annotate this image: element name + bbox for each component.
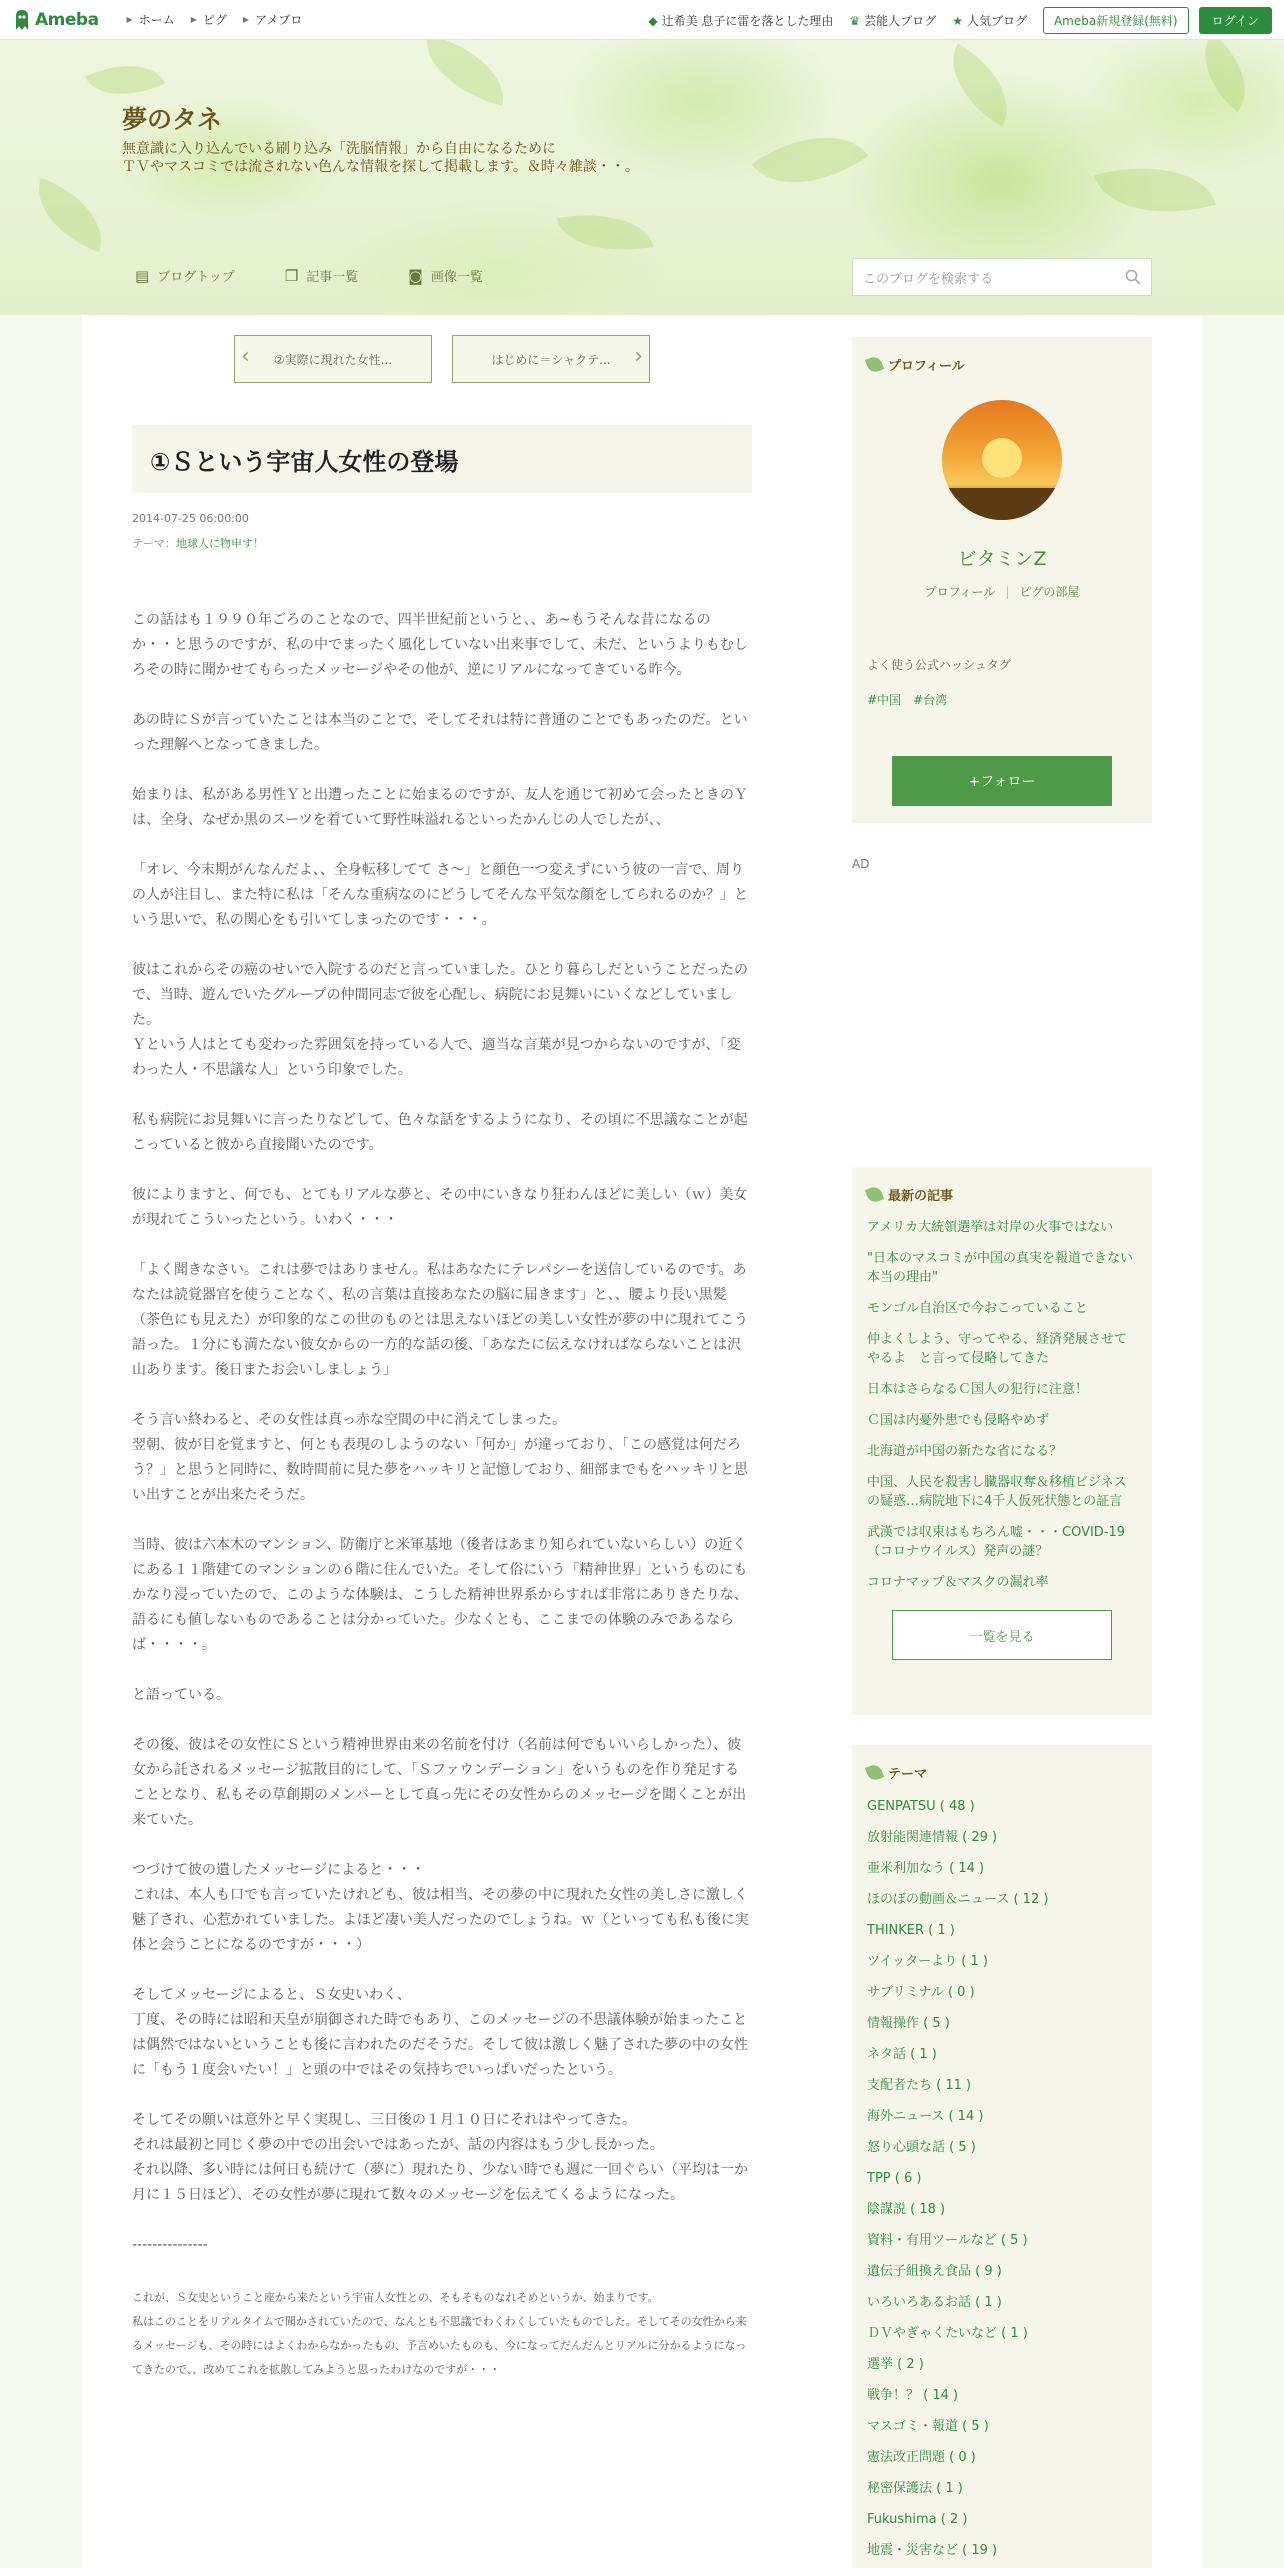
- topnav-pigg[interactable]: [191, 11, 227, 28]
- entry-theme-link[interactable]: 地球人に物申す！: [176, 537, 264, 550]
- celebrity-blog-link[interactable]: [849, 12, 936, 29]
- camera-icon: ◙: [408, 266, 423, 285]
- recent-entry-link[interactable]: 北海道が中国の新たな省になる？: [867, 1444, 1063, 1459]
- profile-link[interactable]: プロフィール: [924, 585, 996, 599]
- theme-box: [852, 1745, 1152, 2568]
- copy-icon: ❐: [284, 266, 299, 285]
- entry-paragraph: 彼はこれからその癌のせいで入院するのだと言っていました。ひとり暮らしだということだったので、当時、遊んでいたグループの仲間同志で彼を心配し、病院にお見舞いにいくなどしていました。 Ｙという人はとても変わった雰囲気を持っている人で、適当な言葉が見つからないのですが、「変わった人・不思議な人」という印象でした。: [132, 962, 748, 1078]
- recent-entry-link[interactable]: "日本のマスコミが中国の真実を報道できない本当の理由": [867, 1251, 1133, 1285]
- topic-link[interactable]: [648, 12, 833, 29]
- blog-description: [122, 140, 822, 176]
- profile-links: [867, 583, 1137, 600]
- theme-link[interactable]: 選挙 ( 2 ): [867, 2357, 924, 2372]
- ameba-logo-text: Ameba: [35, 9, 99, 30]
- topnav-ameblo[interactable]: [243, 11, 302, 28]
- triangle-right-icon: ▶: [190, 15, 197, 24]
- recent-entry-link[interactable]: アメリカ大統領選挙は対岸の火事ではない: [867, 1220, 1114, 1235]
- entry-paragraph: その後、彼はその女性にＳという精神世界由来の名前を付け（名前は何でもいいらしかった）、彼女から託されるメッセージ拡散目的にして、「Ｓファウンデーション」をいうものを作り発足することとなり、私もその草創期のメンバーとして真っ先にその女性からのメッセージを聞くことが出来ていた。: [132, 1737, 747, 1828]
- global-topbar: [0, 0, 1284, 40]
- leaf-decoration: [1184, 40, 1267, 112]
- leaf-decoration: [415, 40, 515, 106]
- popular-blog-label: 人気ブログ: [966, 14, 1027, 28]
- triangle-right-icon: ▶: [126, 15, 133, 24]
- ad-label: AD: [852, 857, 870, 871]
- theme-link[interactable]: 情報操作 ( 5 ): [867, 2016, 950, 2031]
- view-all-button[interactable]: 一覧を見る: [892, 1610, 1112, 1660]
- leaf-decoration: [1094, 147, 1216, 233]
- blog-description-line: 無意識に入り込んでいる刷り込み「洗脳情報」から自由になるために: [122, 141, 556, 157]
- topnav-home-label: ホーム: [138, 13, 175, 27]
- separator: |: [1005, 585, 1010, 599]
- profile-name[interactable]: ビタミンZ: [957, 548, 1047, 570]
- crown-icon: ♛: [849, 13, 861, 28]
- theme-link[interactable]: ＤＶやぎゃくたいなど ( 1 ): [867, 2326, 1028, 2341]
- entry-paragraph: 始まりは、私がある男性Ｙと出遭ったことに始まるのですが、友人を通じて初めて会ったときのＹは、全身、なぜか黒のスーツを着ていて野性味溢れるといったかんじの人でしたが、、: [132, 787, 748, 828]
- blog-nav: [135, 266, 533, 285]
- theme-heading-label: テーマ: [888, 1767, 928, 1782]
- theme-link[interactable]: 怒り心頭な話 ( 5 ): [867, 2140, 976, 2155]
- sun-shape: [982, 438, 1022, 478]
- theme-link[interactable]: GENPATSU ( 48 ): [867, 1799, 975, 1814]
- hashtag-link[interactable]: #中国: [867, 693, 902, 707]
- leaf-decoration: [24, 178, 116, 252]
- topnav-ameblo-label: アメブロ: [255, 13, 303, 27]
- nav-entry-list-label: 記事一覧: [306, 270, 359, 285]
- recent-heading: [867, 1185, 1137, 1204]
- theme-link[interactable]: ネタ話 ( 1 ): [867, 2047, 937, 2062]
- popular-blog-link[interactable]: [952, 12, 1027, 29]
- theme-link[interactable]: 戦争！？ ( 14 ): [867, 2388, 959, 2403]
- entry-paragraph: 「よく聞きなさい。これは夢ではありません。私はあなたにテレパシーを送信しているのです。あなたは読覚器官を使うことなく、私の言葉は直接あなたの脳に届きます」と、、腰より長い黒髪（茶色にも見えた）が印象的なこの世のものとは思えないほどの美しい女性が夢の中に現れてこう語った。１分にも満たない彼女からの一方的な話の後、「あなたに伝えなければならないことは沢山あります。後日またお会いしましょう」: [132, 1262, 748, 1378]
- prev-entry-link[interactable]: [234, 335, 432, 383]
- topnav-pigg-label: ピグ: [202, 13, 227, 27]
- theme-link[interactable]: 亜米利加なう ( 14 ): [867, 1861, 985, 1876]
- entry-paragraph: そう言い終わると、その女性は真っ赤な空間の中に消えてしまった。 翌朝、彼が目を覚ますと、何とも表現のしようのない「何か」が違っており、「この感覚は何だろう？」と思うと同時に、数時間前に見た夢をハッキリと記憶しており、細部までもをハッキリと思い出すことが出来たそうだ。: [132, 1412, 748, 1503]
- diamond-icon: ◆: [648, 13, 658, 28]
- ameba-logo[interactable]: [12, 8, 99, 32]
- recent-entry-link[interactable]: 日本はさらなるＣ国人の犯行に注意！: [867, 1382, 1089, 1397]
- entry-body: [132, 608, 752, 2382]
- recent-list: [867, 1218, 1137, 1592]
- entry-title[interactable]: ①Ｓという宇宙人女性の登場: [150, 447, 459, 476]
- leaf-icon: [865, 1185, 884, 1204]
- topnav-home[interactable]: [127, 11, 175, 28]
- ground-shape: [942, 488, 1062, 520]
- theme-link[interactable]: Fukushima ( 2 ): [867, 2512, 968, 2527]
- entry-title-box: [132, 425, 752, 493]
- leaf-decoration: [557, 203, 653, 263]
- theme-heading: [867, 1763, 1137, 1782]
- nav-blog-top-label: ブログトップ: [157, 270, 235, 285]
- document-icon: ▤: [135, 266, 150, 285]
- theme-link[interactable]: 憲法改正問題 ( 0 ): [867, 2450, 976, 2465]
- theme-link[interactable]: TPP ( 6 ): [867, 2171, 922, 2186]
- recent-entry-link[interactable]: 仲よくしよう、守ってやる、経済発展させてやるよ と言って侵略してきた: [867, 1332, 1128, 1366]
- theme-link[interactable]: 海外ニュース ( 14 ): [867, 2109, 984, 2124]
- recent-heading-label: 最新の記事: [888, 1189, 954, 1204]
- profile-heading-label: プロフィール: [888, 359, 965, 374]
- recent-entry-link[interactable]: モンゴル自治区で今おこっていること: [867, 1301, 1088, 1316]
- hashtag-list: [867, 691, 1137, 708]
- chevron-right-icon: ›: [634, 344, 643, 369]
- theme-link[interactable]: 秘密保護法 ( 1 ): [867, 2481, 963, 2496]
- theme-list: [867, 1798, 1137, 2560]
- register-button[interactable]: Ameba新規登録(無料): [1043, 7, 1189, 34]
- profile-heading: [867, 355, 1137, 374]
- avatar[interactable]: [942, 400, 1062, 520]
- hashtag-title: よく使う公式ハッシュタグ: [867, 658, 1011, 672]
- prev-entry-label: ②実際に現れた女性...: [273, 352, 393, 367]
- theme-link[interactable]: 地震・災害など ( 19 ): [867, 2543, 998, 2558]
- theme-link[interactable]: THINKER ( 1 ): [867, 1923, 955, 1938]
- content-wrapper: [82, 315, 1202, 2568]
- entry-note: 私はこのことをリアルタイムで聞かされていたので、なんとも不思議でわくわくしていたものでした。そしてその女性から来るメッセージも、その時にはよくわからなかったもの、予言めいたものも、今になってだんだんとリアルに分かるようになってきたので、、改めてこれを拡散してみようと思ったわけなのですが・・・: [132, 2315, 747, 2376]
- entry-date: 2014-07-25 06:00:00: [132, 512, 249, 525]
- pigg-room-link[interactable]: ピグの部屋: [1019, 585, 1080, 599]
- entry-paragraph: 私も病院にお見舞いに言ったりなどして、色々な話をするようになり、その頃に不思議なことが起こっていると彼から直接聞いたのです。: [132, 1112, 748, 1153]
- leaf-icon: [865, 1763, 884, 1782]
- triangle-right-icon: ▶: [242, 15, 250, 24]
- theme-link[interactable]: ほのぼの動画＆ニュース ( 12 ): [867, 1892, 1049, 1907]
- entry-divider: ---------------: [132, 2237, 208, 2253]
- theme-link[interactable]: サブリミナル ( 0 ): [867, 1985, 975, 2000]
- theme-link[interactable]: 支配者たち ( 11 ): [867, 2078, 972, 2093]
- theme-link[interactable]: 放射能関連情報 ( 29 ): [867, 1830, 998, 1845]
- recent-entries-box: [852, 1167, 1152, 1715]
- celebrity-blog-label: 芸能人ブログ: [864, 14, 937, 28]
- nav-image-list[interactable]: [408, 266, 483, 285]
- entry-theme-label: テーマ：: [132, 537, 176, 550]
- nav-entry-list[interactable]: [285, 266, 358, 285]
- entry-paragraph: あの時にＳが言っていたことは本当のことで、そしてそれは特に普通のことでもあったのだ。といった理解へとなってきました。: [132, 712, 748, 753]
- chevron-left-icon: ‹: [241, 344, 250, 369]
- entry-pager: [234, 335, 670, 383]
- search-icon[interactable]: [1125, 269, 1141, 285]
- recent-entry-link[interactable]: 武漢では収束はもちろん嘘・・・COVID-19（コロナウイルス）発声の謎？: [867, 1525, 1126, 1559]
- nav-image-list-label: 画像一覧: [430, 270, 483, 285]
- nav-blog-top[interactable]: [135, 266, 235, 285]
- theme-link[interactable]: いろいろあるお話 ( 1 ): [867, 2295, 1002, 2310]
- recent-entry-link[interactable]: 中国、人民を殺害し臓器収奪＆移植ビジネスの疑惑…病院地下に4千人仮死状態との証言: [867, 1475, 1127, 1509]
- entry-paragraph: 彼によりますと、何でも、とてもリアルな夢と、その中にいきなり狂わんほどに美しい（ｗ）美女が現れてこういったという。いわく・・・: [132, 1187, 748, 1228]
- hashtag-link[interactable]: #台湾: [913, 693, 948, 707]
- entry-paragraph: 「オレ、今末期がんなんだよ、、全身転移してて さ～」と顔色一つ変えずにいう彼の一言で、周りの人が注目し、また特に私は「そんな重病なのにどうしてそんな平気な顔をしてられるのか？」という思いで、私の関心をも引いてしまったのです・・・。: [132, 862, 748, 928]
- entry-paragraph: 当時、彼は六本木のマンション、防衛庁と米軍基地（後者はあまり知られていないらしい）の近くにある１１階建てのマンションの６階に住んでいた。そして俗にいう「精神世界」というものにもかなり浸っていたので、このような体験は、こうした精神世界系からすれば非常にありきたりな、語るにも値しないものであることは分かっていた。少なくとも、ここまでの体験のみであるならば・・・・。: [132, 1537, 748, 1653]
- follow-button[interactable]: +フォロー: [892, 756, 1112, 806]
- profile-box: [852, 337, 1152, 823]
- login-button[interactable]: ログイン: [1199, 7, 1272, 34]
- topic-link-label: 辻希美 息子に雷を落とした理由: [661, 14, 834, 28]
- theme-link[interactable]: ツイッターより ( 1 ): [867, 1954, 988, 1969]
- leaf-decoration: [933, 43, 1027, 126]
- recent-entry-link[interactable]: Ｃ国は内憂外患でも侵略やめず: [867, 1413, 1050, 1428]
- entry-paragraph: つづけて彼の遺したメッセージによると・・・ これは、本人も口でも言っていたけれども、彼は相当、その夢の中に現れた女性の美しさに激しく魅了され、心惹かれていました。よほど凄い美人だったのでしょうね。ｗ（といっても私も後に実体と会うことになるのですが・・・）: [132, 1862, 749, 1953]
- search-placeholder: このブログを検索する: [863, 271, 994, 287]
- entry-note: これが、Ｓ女史ということ座から来たという宇宙人女性との、そもそものなれそめというか、始まりです。: [132, 2291, 659, 2304]
- entry-paragraph: と語っている。: [132, 1687, 230, 1703]
- star-icon: ★: [952, 13, 963, 28]
- recent-entry-link[interactable]: コロナマップ＆マスクの漏れ率: [867, 1575, 1049, 1590]
- theme-link[interactable]: 遺伝子組換え食品 ( 9 ): [867, 2264, 1002, 2279]
- theme-link[interactable]: 資料・有用ツールなど ( 5 ): [867, 2233, 1028, 2248]
- next-entry-label: はじめに＝シャクテ...: [491, 352, 611, 367]
- entry-theme: [132, 535, 264, 551]
- blog-search-input[interactable]: [852, 258, 1152, 296]
- leaf-icon: [865, 355, 884, 374]
- blog-title[interactable]: 夢のタネ: [122, 105, 223, 134]
- theme-link[interactable]: マスゴミ・報道 ( 5 ): [867, 2419, 989, 2434]
- sidebar: [852, 337, 1152, 2568]
- entry-paragraph: この話はも１９９０年ごろのことなので、四半世紀前というと、、あ~もうそんな昔になるのか・・と思うのですが、私の中でまったく風化していない出来事でして、未だ、というよりもむしろその時に聞かせてもらったメッセージやその他が、逆にリアルになってきている昨今。: [132, 612, 748, 678]
- entry-paragraph: そしてメッセージによると、Ｓ女史いわく、 丁度、その時には昭和天皇が崩御された時でもあり、このメッセージの不思議体験が始まったことは偶然ではないということも後に言われたのだそうだ。そして彼は激しく魅了された夢の中の女性に「もう１度会いたい！」と頭の中ではその気持ちでいっぱいだったという。: [132, 1987, 748, 2078]
- theme-link[interactable]: 陰謀説 ( 18 ): [867, 2202, 946, 2217]
- ameba-logo-icon: [12, 8, 32, 32]
- blog-description-line: ＴＶやマスコミでは流されない色んな情報を探して掲載します。＆時々雑談・・。: [122, 159, 639, 175]
- next-entry-link[interactable]: [452, 335, 650, 383]
- entry-paragraph: そしてその願いは意外と早く実現し、三日後の１月１０日にそれはやってきた。 それは最初と同じく夢の中での出会いではあったが、話の内容はもう少し長かった。 それ以降、多い時には何日も続けて（夢に）現れたり、少ない時でも週に一回ぐらい（平均は一か月に１５日ほど）、その女性が夢に現れて数々のメッセージを伝えてくるようになった。: [132, 2112, 748, 2203]
- blog-header-banner: [0, 40, 1284, 315]
